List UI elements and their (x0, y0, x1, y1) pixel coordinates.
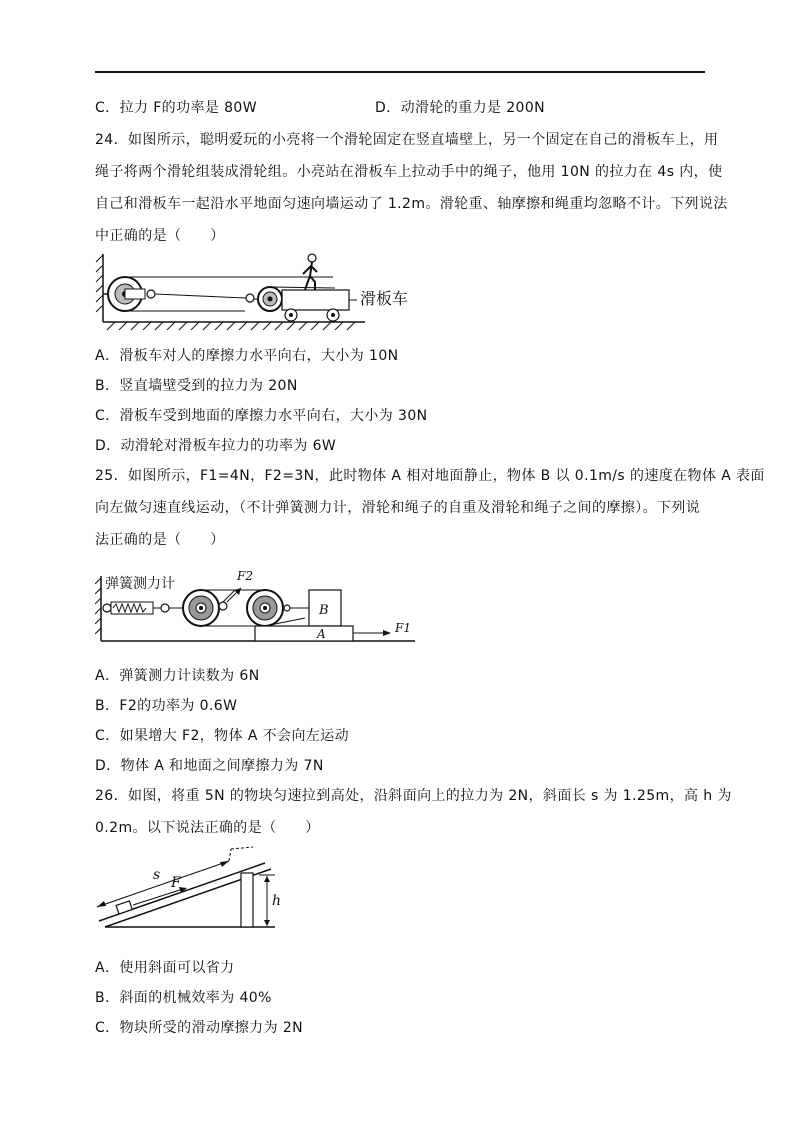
q25-option-b: B．F2的功率为 0.6W (95, 698, 238, 714)
f2-label: F2 (237, 569, 253, 583)
q26-option-a: A．使用斜面可以省力 (95, 960, 235, 976)
q24-pulley-figure (95, 252, 425, 332)
q24-option-b: B．竖直墙壁受到的拉力为 20N (95, 378, 298, 394)
q26-incline-figure (95, 845, 305, 935)
s-label: s (153, 867, 161, 883)
q25-option-a: A．弹簧测力计读数为 6N (95, 668, 260, 684)
option-d-prev: D．动滑轮的重力是 200N (375, 100, 546, 116)
q24-stem-line: 24．如图所示，聪明爱玩的小亮将一个滑轮固定在竖直墙壁上，另一个固定在自己的滑板车上，用 (95, 132, 719, 148)
spring-scale-label: 弹簧测力计 (105, 576, 175, 592)
q26-stem-line: 26．如图，将重 5N 的物块匀速拉到高处，沿斜面向上的拉力为 2N，斜面长 s 为 1.25m，高 h 为 (95, 788, 732, 804)
f1-label: F1 (395, 621, 411, 635)
block-b-label: B (319, 603, 329, 618)
header-rule (95, 71, 705, 73)
q24-option-d: D．动滑轮对滑板车拉力的功率为 6W (95, 438, 337, 454)
q24-option-a: A．滑板车对人的摩擦力水平向右，大小为 10N (95, 348, 399, 364)
q24-stem-line: 自己和滑板车一起沿水平地面匀速向墙运动了 1.2m。滑轮重、轴摩擦和绳重均忽略不计。下列说法 (95, 196, 728, 212)
q25-option-c: C．如果增大 F2，物体 A 不会向左运动 (95, 728, 350, 744)
q25-pulley-figure (95, 566, 425, 650)
f-label: F (171, 875, 181, 891)
option-c-prev: C．拉力 F的功率是 80W (95, 100, 257, 116)
q25-stem-line: 25．如图所示，F1=4N，F2=3N，此时物体 A 相对地面静止，物体 B 以 0.1m/s 的速度在物体 A 表面 (95, 468, 765, 484)
q26-option-c: C．物块所受的滑动摩擦力为 2N (95, 1020, 304, 1036)
block-a-label: A (317, 627, 326, 641)
q25-stem-line: 法正确的是（ ） (95, 532, 225, 548)
q24-option-c: C．滑板车受到地面的摩擦力水平向右，大小为 30N (95, 408, 428, 424)
q24-stem-line: 中正确的是（ ） (95, 228, 225, 244)
q25-stem-line: 向左做匀速直线运动，（不计弹簧测力计，滑轮和绳子的自重及滑轮和绳子之间的摩擦）。下列说 (95, 500, 701, 516)
q25-option-d: D．物体 A 和地面之间摩擦力为 7N (95, 758, 324, 774)
q26-option-b: B．斜面的机械效率为 40% (95, 990, 272, 1006)
q26-stem-line: 0.2m。以下说法正确的是（ ） (95, 820, 320, 836)
h-label: h (272, 893, 282, 909)
q24-stem-line: 绳子将两个滑轮组装成滑轮组。小亮站在滑板车上拉动手中的绳子，他用 10N 的拉力在 4s 内，使 (95, 164, 723, 180)
cart-label: 滑板车 (360, 289, 409, 308)
